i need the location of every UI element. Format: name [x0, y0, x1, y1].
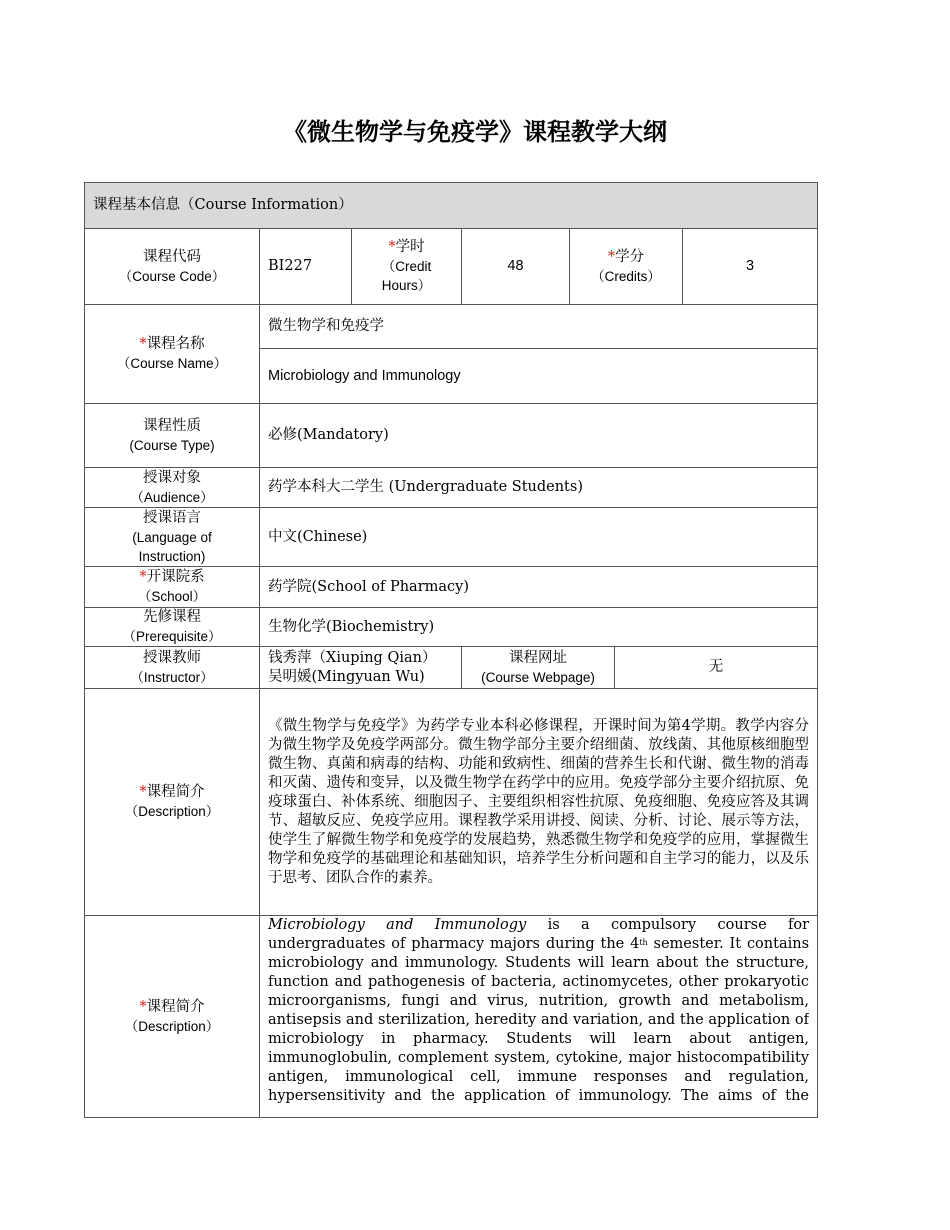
instructor-label: 授课教师 （Instructor） [85, 647, 260, 689]
credits-value: 3 [683, 229, 818, 305]
school-row [85, 567, 818, 608]
code-hours-credits-row [85, 229, 818, 305]
course-name-en: Microbiology and Immunology [260, 349, 818, 404]
course-name-cn: 微生物学和免疫学 [260, 305, 818, 349]
prerequisite-value: 生物化学(Biochemistry) [260, 608, 818, 647]
audience-label: 授课对象 （Audience） [85, 468, 260, 508]
instructor-row [85, 647, 818, 689]
school-value: 药学院(School of Pharmacy) [260, 567, 818, 608]
school-label: *开课院系 （School） [85, 567, 260, 608]
description-en-label: *课程简介 （Description） [85, 916, 260, 1118]
language-label: 授课语言 (Language of Instruction) [85, 508, 260, 567]
audience-row [85, 468, 818, 508]
course-name-row [85, 305, 818, 349]
course-info-table [84, 182, 818, 1118]
hours-value: 48 [462, 229, 570, 305]
prerequisite-row [85, 608, 818, 647]
course-code-label: 课程代码 （Course Code） [85, 229, 260, 305]
course-code-value: BI227 [260, 229, 352, 305]
webpage-value: 无 [615, 647, 818, 689]
prerequisite-label: 先修课程 （Prerequisite） [85, 608, 260, 647]
description-en-row [85, 916, 818, 1118]
language-row [85, 508, 818, 567]
course-type-row [85, 404, 818, 468]
course-type-label: 课程性质 (Course Type) [85, 404, 260, 468]
hours-label: *学时 （Credit Hours） [352, 229, 462, 305]
language-value: 中文(Chinese) [260, 508, 818, 567]
description-cn-text: 《微生物学与免疫学》为药学专业本科必修课程，开课时间为第4学期。教学内容分为微生物学及免疫学两部分。微生物学部分主要介绍细菌、放线菌、其他原核细胞型微生物、真菌和病毒的结构、功能和致病性、细菌的营养生长和代谢、微生物的消毒和灭菌、遗传和变异，以及微生物学在药学中的应用。免疫学部分主要介绍抗原、免疫球蛋白、补体系统、细胞因子、主要组织相容性抗原、免疫细胞、免疫应答及其调节、超敏反应、免疫学应用。课程教学采用讲授、阅读、分析、讨论、展示等方法，使学生了解微生物学和免疫学的发展趋势，熟悉微生物学和免疫学的应用，掌握微生物学和免疫学的基础理论和基础知识，培养学生分析问题和自主学习的能力，以及乐于思考、团队合作的素养。 [260, 689, 818, 916]
course-type-value: 必修(Mandatory) [260, 404, 818, 468]
course-name-label: *课程名称 （Course Name） [85, 305, 260, 404]
page-title: 《微生物学与免疫学》课程教学大纲 [283, 117, 667, 146]
description-en-body: Microbiology and Immunology is a compulsory course for undergraduates of pharmacy majors during the 4th semester. It contains microbiology and immunology. Students will learn about the structure, function and pathogenesis of bacteria, actinomycetes, other prokaryotic microorganisms, fungi and virus, nutrition, growth and metabolism, antisepsis and sterilization, heredity and variation, and the application of microbiology in pharmacy. Students will learn about antigen, immunoglobulin, complement system, cytokine, major histocompatibility antigen, immunological cell, immune responses and regulation, hypersensitivity and the application of immunology. The aims of the [268, 917, 810, 1104]
section-header-row [85, 183, 818, 229]
section-header: 课程基本信息（Course Information） [85, 183, 818, 229]
description-en-text [260, 916, 818, 1118]
instructor-value: 钱秀萍（Xiuping Qian） 吴明媛(Mingyuan Wu) [260, 647, 462, 689]
credits-label: *学分 （Credits） [570, 229, 683, 305]
audience-value: 药学本科大二学生 (Undergraduate Students) [260, 468, 818, 508]
description-cn-row [85, 689, 818, 916]
webpage-label: 课程网址 (Course Webpage) [462, 647, 615, 689]
description-cn-label: *课程简介 （Description） [85, 689, 260, 916]
